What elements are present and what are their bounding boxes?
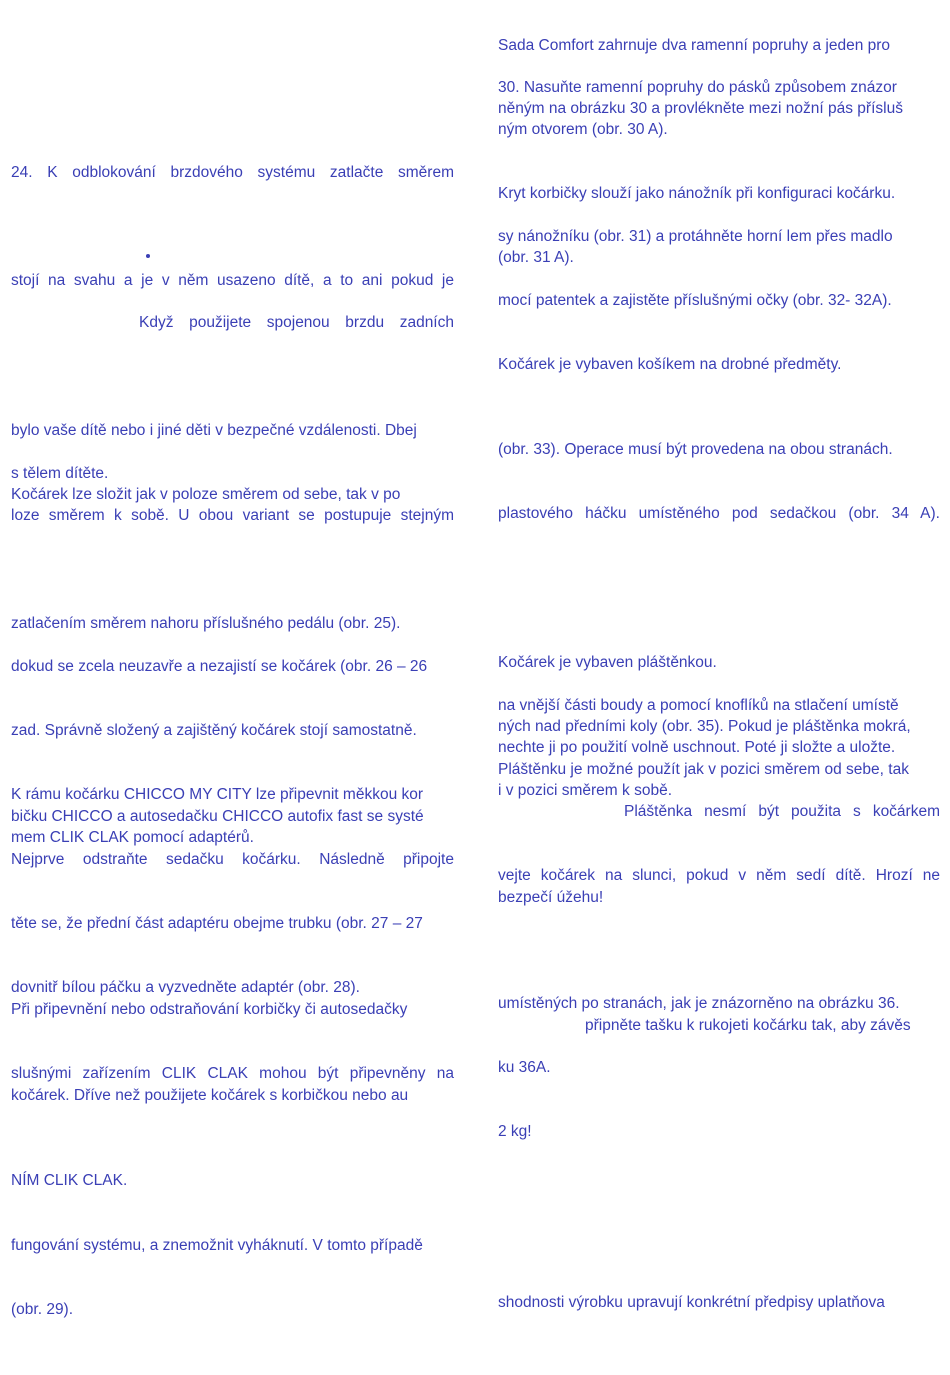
text-line: Když použijete spojenou brzdu zadních <box>139 314 454 331</box>
text-line: ným otvorem (obr. 30 A). <box>498 121 668 138</box>
text-line: dovnitř bílou páčku a vyzvedněte adaptér (obr. 28). <box>11 979 360 996</box>
text-line: 24. K odblokování brzdového systému zatlačte směrem <box>11 164 454 181</box>
text-line: bičku CHICCO a autosedačku CHICCO autofix fast se systé <box>11 808 424 825</box>
text-line: plastového háčku umístěného pod sedačkou (obr. 34 A). <box>498 505 940 522</box>
text-line: něným na obrázku 30 a provlékněte mezi nožní pás přísluš <box>498 100 903 117</box>
text-line: umístěných po stranách, jak je znázorněno na obrázku 36. <box>498 995 900 1012</box>
text-line: na vnější části boudy a pomocí knoflíků na stlačení umístě <box>498 697 899 714</box>
text-line: 30. Nasuňte ramenní popruhy do pásků způsobem znázor <box>498 79 897 96</box>
text-line: bylo vaše dítě nebo i jiné děti v bezpečné vzdálenosti. Dbej <box>11 422 417 439</box>
text-line: Při připevnění nebo odstraňování korbičky či autosedačky <box>11 1001 408 1018</box>
text-line: s tělem dítěte. <box>11 465 109 482</box>
text-line: loze směrem k sobě. U obou variant se postupuje stejným <box>11 507 454 524</box>
text-line: nechte ji po použití volně uschnout. Poté ji složte a uložte. <box>498 739 896 756</box>
text-line: kočárek. Dříve než použijete kočárek s korbičkou nebo au <box>11 1087 409 1104</box>
text-line: shodnosti výrobku upravují konkrétní předpisy uplatňova <box>498 1294 885 1311</box>
text-line: slušnými zařízením CLIK CLAK mohou být připevněny na <box>11 1065 454 1082</box>
text-line: Kočárek je vybaven pláštěnkou. <box>498 654 717 671</box>
text-line: sy nánožníku (obr. 31) a protáhněte horní lem přes madlo <box>498 228 893 245</box>
bullet-dot <box>146 254 150 258</box>
text-line: i v pozici směrem k sobě. <box>498 782 672 799</box>
text-line: bezpečí úžehu! <box>498 889 604 906</box>
text-line: připněte tašku k rukojeti kočárku tak, aby závěs <box>585 1017 911 1034</box>
text-line: mocí patentek a zajistěte příslušnými očky (obr. 32- 32A). <box>498 292 892 309</box>
text-line: mem CLIK CLAK pomocí adaptérů. <box>11 829 254 846</box>
text-line: NÍM CLIK CLAK. <box>11 1172 128 1189</box>
text-line: zad. Správně složený a zajištěný kočárek stojí samostatně. <box>11 722 417 739</box>
text-line: Nejprve odstraňte sedačku kočárku. Následně připojte <box>11 851 454 868</box>
text-line: K rámu kočárku CHICCO MY CITY lze připevnit měkkou kor <box>11 786 424 803</box>
text-line: Pláštěnka nesmí být použita s kočárkem <box>624 803 940 820</box>
text-line: 2 kg! <box>498 1123 532 1140</box>
text-line: Kryt korbičky slouží jako nánožník při konfiguraci kočárku. <box>498 185 896 202</box>
text-line: zatlačením směrem nahoru příslušného pedálu (obr. 25). <box>11 615 401 632</box>
text-line: těte se, že přední část adaptéru obejme trubku (obr. 27 – 27 <box>11 915 423 932</box>
text-line: dokud se zcela neuzavře a nezajistí se kočárek (obr. 26 – 26 <box>11 658 428 675</box>
text-line: Pláštěnku je možné použít jak v pozici směrem od sebe, tak <box>498 761 909 778</box>
text-line: Sada Comfort zahrnuje dva ramenní popruhy a jeden pro <box>498 37 891 54</box>
text-line: vejte kočárek na slunci, pokud v něm sedí dítě. Hrozí ne <box>498 867 940 884</box>
text-line: Kočárek je vybaven košíkem na drobné předměty. <box>498 356 842 373</box>
text-line: ku 36A. <box>498 1059 551 1076</box>
text-line: (obr. 31 A). <box>498 249 574 266</box>
text-line: fungování systému, a znemožnit vyháknutí. V tomto případě <box>11 1237 423 1254</box>
text-line: stojí na svahu a je v něm usazeno dítě, a to ani pokud je <box>11 272 454 289</box>
text-line: Kočárek lze složit jak v poloze směrem od sebe, tak v po <box>11 486 401 503</box>
text-line: ných nad předními koly (obr. 35). Pokud je pláštěnka mokrá, <box>498 718 911 735</box>
text-line: (obr. 29). <box>11 1301 74 1318</box>
text-line: (obr. 33). Operace musí být provedena na obou stranách. <box>498 441 893 458</box>
